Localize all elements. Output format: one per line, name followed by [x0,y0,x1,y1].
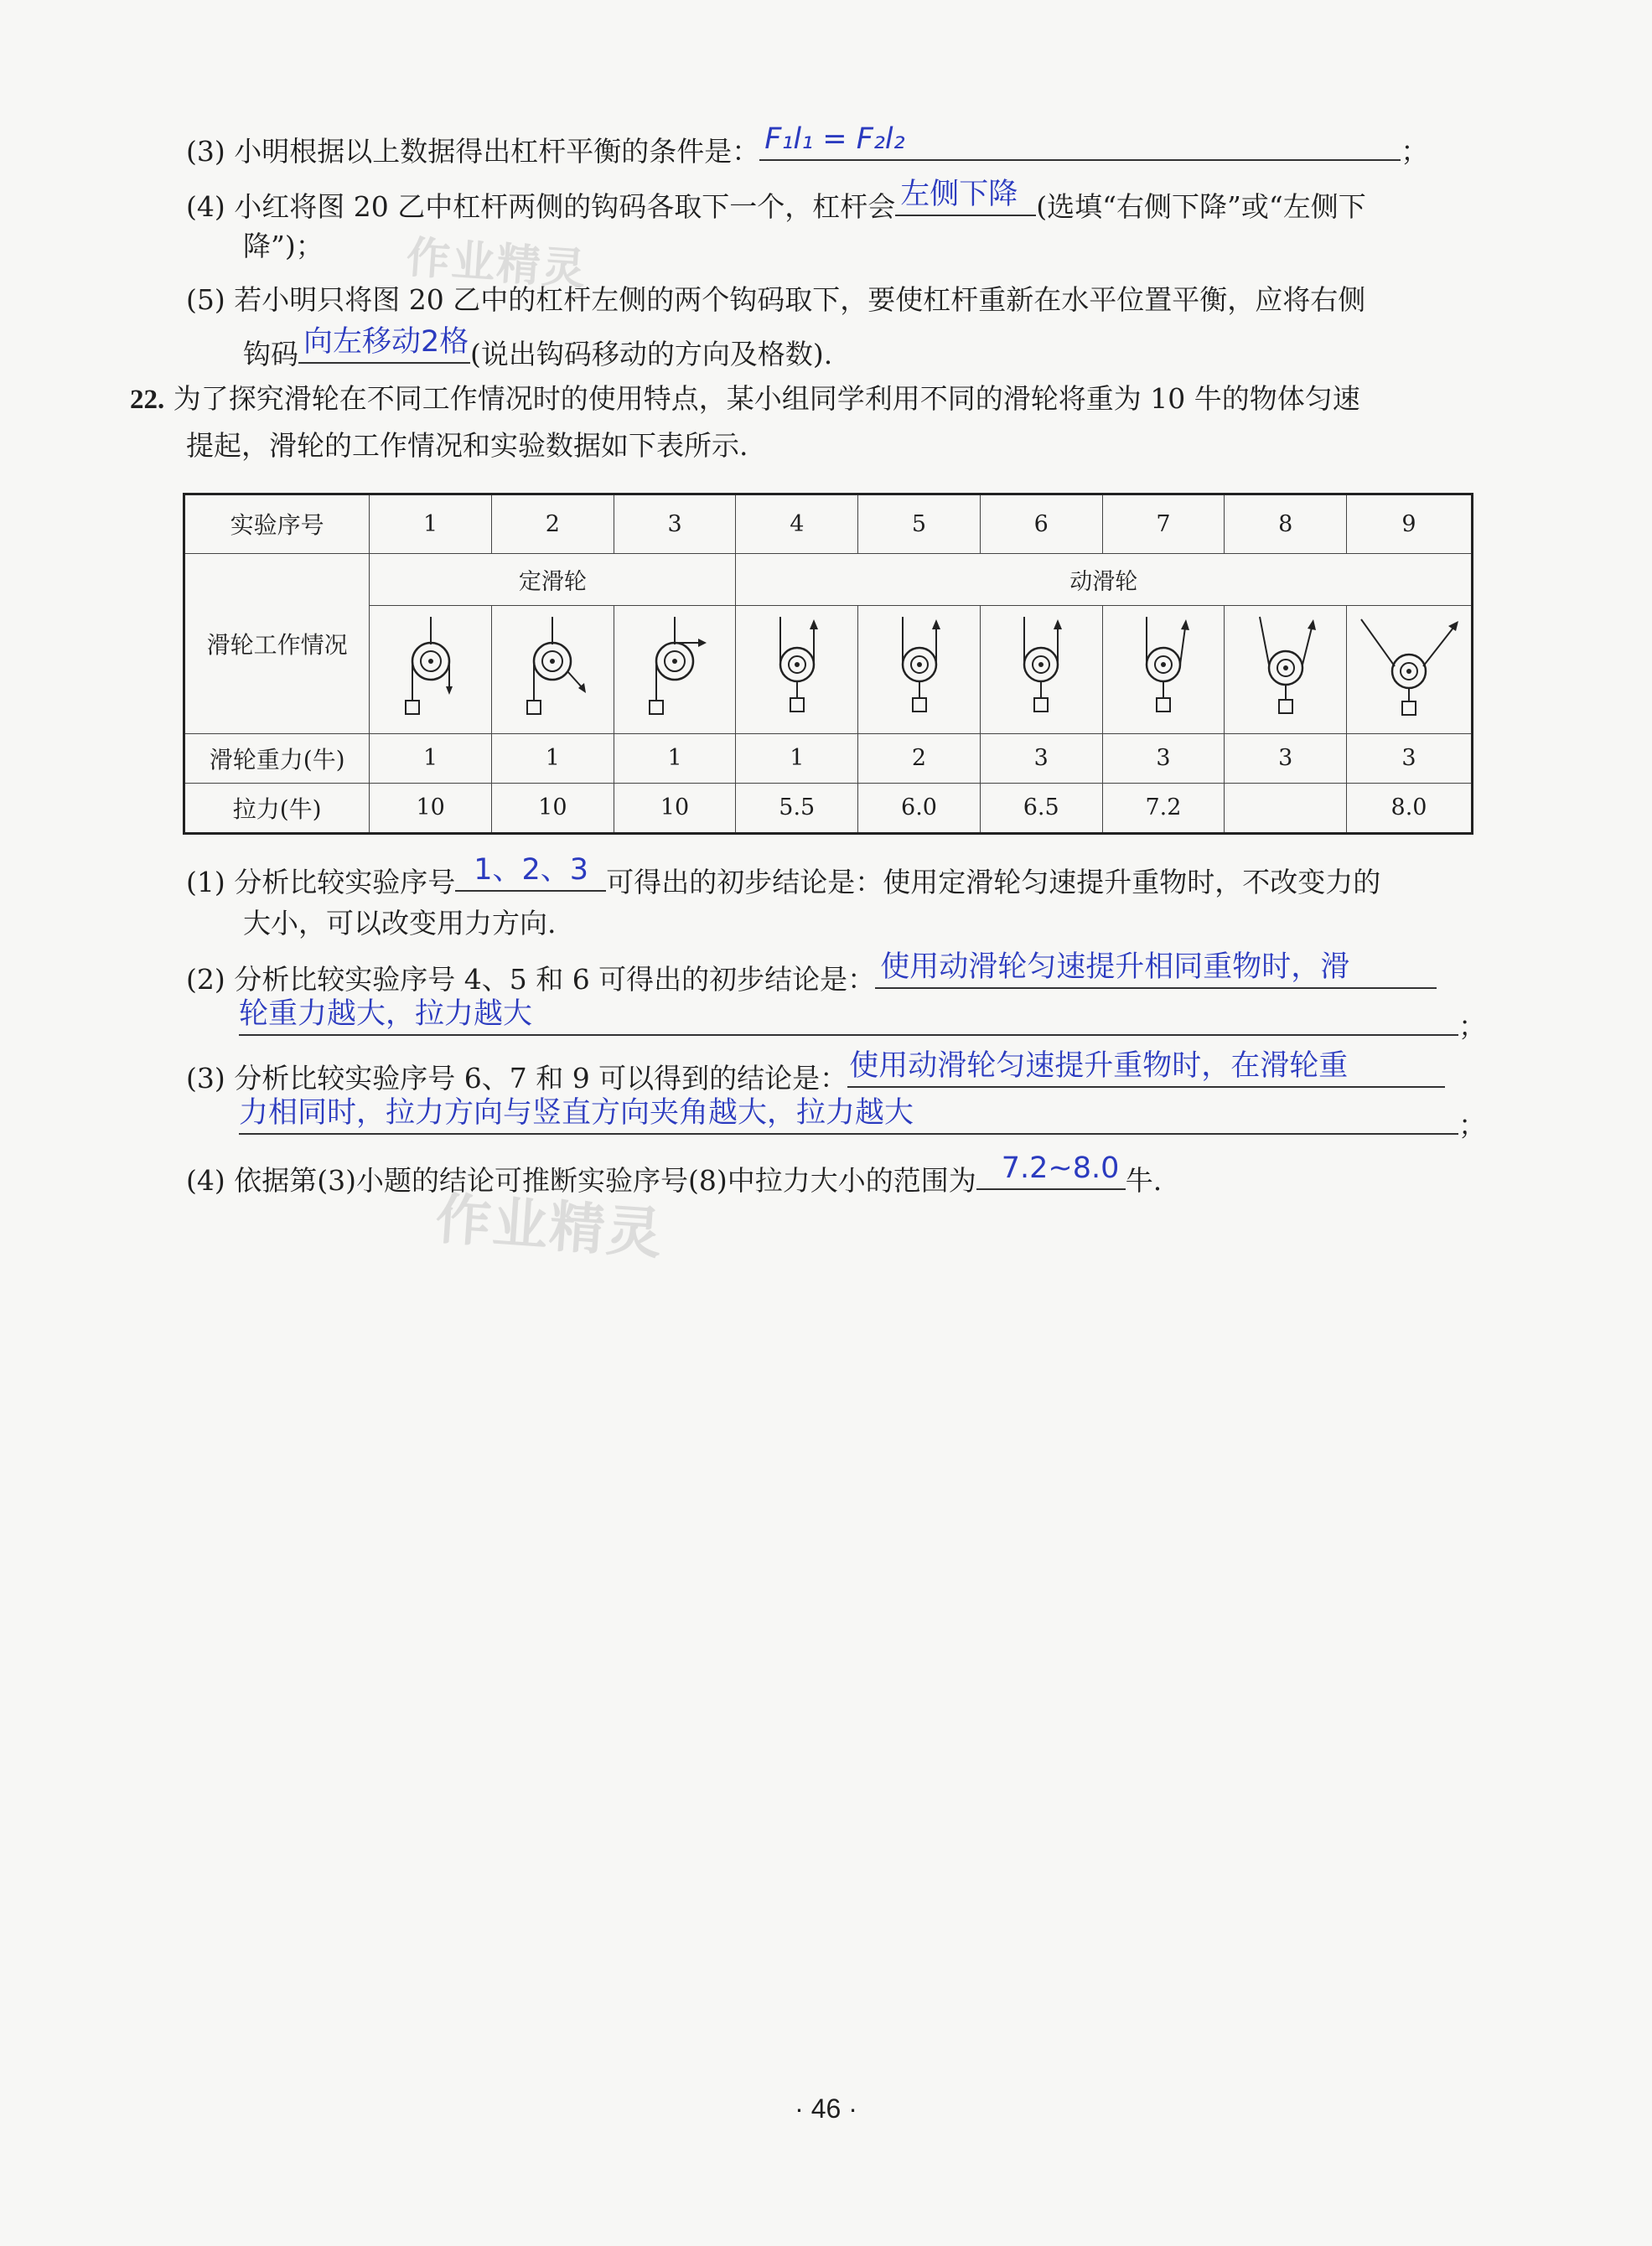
q22-part2-answer-line1: 使用动滑轮匀速提升相同重物时，滑 [880,950,1350,984]
force-cell: 5.5 [736,783,858,833]
q21-part3-blank [759,122,1401,161]
force-cell [1225,783,1347,833]
row-label-force: 拉力(牛) [184,783,370,833]
row-label-work: 滑轮工作情况 [184,553,370,734]
weight-cell: 1 [736,734,858,783]
pulley-diagram-8 [1225,605,1347,733]
weight-cell: 1 [491,734,614,783]
q22-part2-blank-line1 [875,950,1437,989]
q22-number: 22. [130,385,165,415]
weight-cell: 3 [1347,734,1473,783]
q21-part5-answer: 向左移动2格 [303,325,469,359]
force-cell: 6.0 [858,783,981,833]
group-fixed-pulley: 定滑轮 [370,553,736,605]
movable-pulley-icon [1248,613,1323,722]
fixed-pulley-icon [397,613,464,722]
fixed-pulley-icon [641,613,708,722]
seq-cell: 9 [1347,494,1473,554]
q22-part2-blank-line2 [239,997,1458,1036]
q22-stem-line1: 22. 为了探究滑轮在不同工作情况时的使用特点，某小组同学利用不同的滑轮将重为 10 牛的物体匀速 [130,382,1360,415]
q22-part2-answer-line2: 轮重力越大，拉力越大 [239,997,533,1031]
weight-cell: 3 [1102,734,1225,783]
q22-part1-line2: 大小，可以改变用力方向. [243,907,557,939]
q22-part2: (2) 分析比较实验序号 4、5 和 6 可得出的初步结论是： 使用动滑轮匀速提升相同重物时，滑 [186,954,1437,998]
group-movable-pulley: 动滑轮 [736,553,1473,605]
pulley-diagram-2 [491,605,614,733]
weight-cell: 3 [1225,734,1347,783]
weight-cell: 1 [370,734,492,783]
seq-cell: 2 [491,494,614,554]
pulley-diagram-6 [980,605,1102,733]
q21-part4-answer: 左侧下降 [900,178,1018,211]
pulley-data-table [183,493,1473,835]
page-number: · 46 · [795,2093,857,2124]
pulley-diagram-7 [1102,605,1225,733]
seq-cell: 3 [614,494,736,554]
force-cell: 10 [614,783,736,833]
pulley-diagram-3 [614,605,736,733]
q22-part3-answer-line2: 力相同时，拉力方向与竖直方向夹角越大，拉力越大 [239,1096,914,1130]
q22-part3-answer-line1: 使用动滑轮匀速提升重物时，在滑轮重 [849,1049,1349,1083]
q21-part4-blank [895,178,1036,216]
fixed-pulley-icon [519,613,586,722]
q22-stem-line2: 提起，滑轮的工作情况和实验数据如下表所示. [186,429,748,462]
q22-part1-blank [455,853,606,892]
movable-pulley-icon [1130,613,1197,722]
q22-part2-line2: 轮重力越大，拉力越大 ； [239,997,1486,1043]
watermark: 作业精灵 [404,232,589,296]
row-diagrams [184,605,1473,733]
q22-part3: (3) 分析比较实验序号 6、7 和 9 可以得到的结论是： 使用动滑轮匀速提升重物时，在滑轮重 [186,1053,1445,1097]
q22-part4: (4) 依据第(3)小题的结论可推断实验序号(8)中拉力大小的范围为 7.2~8.0 牛. [186,1151,1163,1197]
row-weight [184,734,1473,783]
force-cell: 10 [491,783,614,833]
seq-cell: 7 [1102,494,1225,554]
q21-part5-line1: (5) 若小明只将图 20 乙中的杠杆左侧的两个钩码取下，要使杠杆重新在水平位置平衡，应将右侧 [186,283,1366,316]
q21-part5-blank [298,325,470,364]
seq-cell: 5 [858,494,981,554]
row-groups [184,553,1473,605]
row-force [184,783,1473,833]
q22-part1: (1) 分析比较实验序号 1、2、3 可得出的初步结论是：使用定滑轮匀速提升重物时，不改变力的 [186,853,1381,898]
q22-part1-answer: 1、2、3 [474,853,589,887]
seq-cell: 1 [370,494,492,554]
weight-cell: 1 [614,734,736,783]
q22-part4-answer: 7.2~8.0 [1001,1151,1120,1185]
seq-cell: 8 [1225,494,1347,554]
row-seq [184,494,1473,554]
q21-part3-answer: F₁l₁ = F₂l₂ [764,122,905,156]
movable-pulley-icon [886,613,953,722]
pulley-diagram-1 [370,605,492,733]
q22-part3-line2: 力相同时，拉力方向与竖直方向夹角越大，拉力越大 ； [239,1096,1486,1141]
seq-cell: 4 [736,494,858,554]
weight-cell: 3 [980,734,1102,783]
q21-part5-line2: 钩码 向左移动2格 (说出钩码移动的方向及格数). [243,325,833,370]
q22-part3-blank-line1 [847,1049,1445,1088]
pulley-diagram-4 [736,605,858,733]
row-label-weight: 滑轮重力(牛) [184,734,370,783]
q21-part4-line2: 降”)； [243,230,324,262]
force-cell: 6.5 [980,783,1102,833]
q21-part3: (3) 小明根据以上数据得出杠杆平衡的条件是： F₁l₁ = F₂l₂ ； [186,122,1429,168]
pulley-diagram-5 [858,605,981,733]
movable-pulley-icon [764,613,831,722]
q21-part4: (4) 小红将图 20 乙中杠杆两侧的钩码各取下一个，杠杆会 左侧下降 (选填“右侧下降”或“左侧下 [186,178,1366,223]
force-cell: 7.2 [1102,783,1225,833]
movable-pulley-icon [1354,613,1463,722]
force-cell: 10 [370,783,492,833]
force-cell: 8.0 [1347,783,1473,833]
pulley-diagram-9 [1347,605,1473,733]
movable-pulley-icon [1007,613,1075,722]
q22-part3-blank-line2 [239,1096,1458,1135]
row-label-seq: 实验序号 [184,494,370,554]
watermark: 作业精灵 [433,1186,665,1267]
seq-cell: 6 [980,494,1102,554]
q22-part4-blank [976,1151,1126,1190]
weight-cell: 2 [858,734,981,783]
